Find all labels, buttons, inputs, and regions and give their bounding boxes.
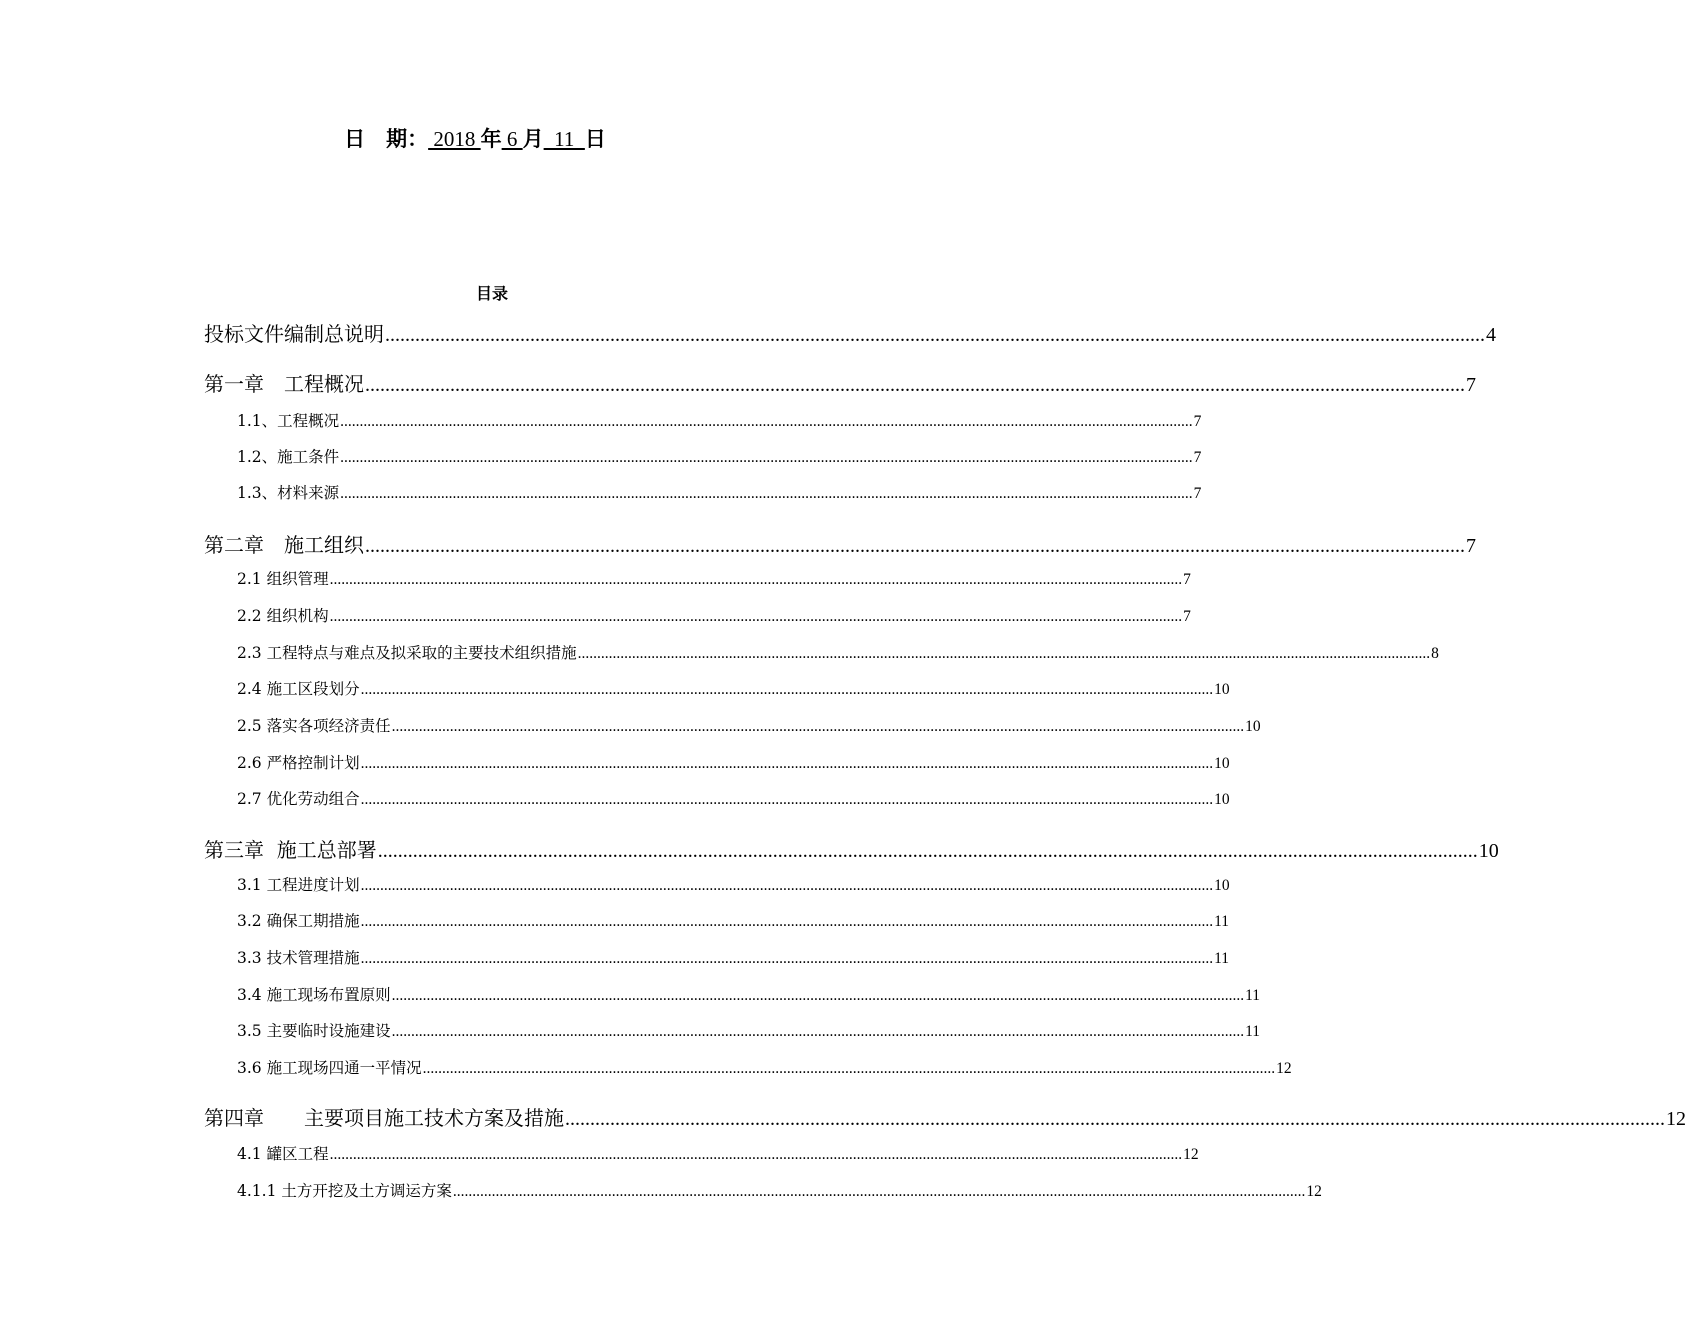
- toc-leader-dots: ............................................................................................................................................................................................................................: [452, 1183, 1306, 1200]
- toc-entry-page: 10: [1214, 877, 1230, 894]
- toc-leader-dots: ............................................................................................................................................................................................................................: [365, 374, 1465, 396]
- date-day-unit: 日: [584, 127, 606, 151]
- toc-entry-page: 7: [1193, 413, 1202, 430]
- toc-entry[interactable]: [237, 946, 1230, 968]
- toc-leader-dots: ............................................................................................................................................................................................................................: [391, 987, 1245, 1004]
- toc-entry-label: 2.4 施工区段划分: [237, 680, 360, 698]
- date-day: 11: [543, 127, 585, 151]
- toc-leader-dots: ............................................................................................................................................................................................................................: [360, 791, 1214, 808]
- toc-entry[interactable]: [204, 529, 1476, 558]
- toc-entry-page: 11: [1214, 913, 1230, 930]
- toc-entry[interactable]: [237, 409, 1202, 431]
- toc-entry-label: 2.7 优化劳动组合: [237, 790, 360, 808]
- toc-entry-label: 3.1 工程进度计划: [237, 876, 360, 894]
- toc-entry[interactable]: [237, 873, 1230, 895]
- toc-entry-label: 3.6 施工现场四通一平情况: [237, 1059, 422, 1077]
- date-month: 6: [501, 127, 523, 151]
- toc-entry[interactable]: [237, 604, 1191, 626]
- toc-entry-label: 4.1.1 土方开挖及土方调运方案: [237, 1182, 452, 1200]
- toc-entry-page: 7: [1193, 449, 1202, 466]
- toc-entry-page: 4: [1486, 324, 1496, 346]
- toc-leader-dots: ............................................................................................................................................................................................................................: [340, 413, 1193, 430]
- toc-entry-page: 10: [1245, 718, 1261, 735]
- toc-entry[interactable]: [237, 983, 1261, 1005]
- toc-entry[interactable]: [237, 787, 1230, 809]
- toc-leader-dots: ............................................................................................................................................................................................................................: [385, 324, 1485, 346]
- toc-leader-dots: ............................................................................................................................................................................................................................: [365, 535, 1465, 557]
- toc-entry-page: 8: [1431, 645, 1439, 662]
- toc-entry-label: 1.3、材料来源: [237, 484, 340, 502]
- toc-leader-dots: ............................................................................................................................................................................................................................: [577, 645, 1431, 662]
- toc-leader-dots: ............................................................................................................................................................................................................................: [391, 718, 1245, 735]
- toc-leader-dots: ............................................................................................................................................................................................................................: [360, 950, 1214, 967]
- toc-entry-label: 第一章 工程概况: [204, 372, 364, 396]
- toc-leader-dots: ............................................................................................................................................................................................................................: [360, 913, 1214, 930]
- toc-entry-label: 2.2 组织机构: [237, 607, 329, 625]
- toc-entry[interactable]: [237, 1179, 1322, 1201]
- toc-entry[interactable]: [204, 318, 1496, 347]
- toc-leader-dots: ............................................................................................................................................................................................................................: [340, 449, 1193, 466]
- toc-leader-dots: ............................................................................................................................................................................................................................: [360, 877, 1214, 894]
- toc-entry[interactable]: [237, 677, 1230, 699]
- toc-entry-label: 投标文件编制总说明: [204, 322, 384, 346]
- toc-entry-label: 2.1 组织管理: [237, 570, 329, 588]
- toc-title: 目录: [475, 284, 508, 303]
- toc-entry-page: 7: [1193, 485, 1202, 502]
- toc-entry-page: 7: [1466, 374, 1476, 396]
- toc-entry-page: 12: [1276, 1060, 1292, 1077]
- toc-entry[interactable]: [237, 751, 1230, 773]
- toc-entry[interactable]: [237, 909, 1230, 931]
- toc-entry[interactable]: [237, 445, 1202, 467]
- toc-entry-label: 第二章 施工组织: [204, 533, 364, 557]
- toc-leader-dots: ............................................................................................................................................................................................................................: [391, 1023, 1245, 1040]
- toc-entry[interactable]: [204, 834, 1499, 863]
- toc-leader-dots: ............................................................................................................................................................................................................................: [329, 571, 1183, 588]
- toc-entry-label: 3.4 施工现场布置原则: [237, 986, 391, 1004]
- toc-entry-page: 11: [1245, 987, 1261, 1004]
- toc-entry-label: 4.1 罐区工程: [237, 1145, 329, 1163]
- toc-entry-label: 2.3 工程特点与难点及拟采取的主要技术组织措施: [237, 644, 577, 662]
- toc-entry-page: 10: [1478, 840, 1499, 862]
- toc-entry-page: 10: [1214, 791, 1230, 808]
- toc-entry-page: 12: [1306, 1183, 1322, 1200]
- toc-leader-dots: ............................................................................................................................................................................................................................: [360, 755, 1214, 772]
- date-year: 2018: [428, 127, 481, 151]
- toc-entry[interactable]: [237, 481, 1202, 503]
- toc-entry-page: 11: [1214, 950, 1230, 967]
- toc-entry[interactable]: [237, 714, 1261, 736]
- toc-entry-label: 1.1、工程概况: [237, 412, 340, 430]
- toc-entry-page: 12: [1666, 1108, 1686, 1130]
- toc-leader-dots: ............................................................................................................................................................................................................................: [329, 1146, 1183, 1163]
- toc-entry-label: 2.5 落实各项经济责任: [237, 717, 391, 735]
- toc-entry[interactable]: [237, 567, 1191, 589]
- toc-leader-dots: ............................................................................................................................................................................................................................: [565, 1108, 1665, 1130]
- toc-leader-dots: ............................................................................................................................................................................................................................: [329, 608, 1183, 625]
- toc-entry-label: 3.3 技术管理措施: [237, 949, 360, 967]
- toc-leader-dots: ............................................................................................................................................................................................................................: [377, 840, 1478, 862]
- toc-leader-dots: ............................................................................................................................................................................................................................: [422, 1060, 1276, 1077]
- toc-entry-label: 3.2 确保工期措施: [237, 912, 360, 930]
- date-label: 日 期：: [344, 127, 429, 151]
- toc-entry[interactable]: [237, 1142, 1199, 1164]
- toc-entry-label: 第三章 施工总部署: [204, 838, 377, 862]
- date-line: [0, 123, 950, 153]
- date-year-unit: 年: [480, 127, 502, 151]
- toc-entry-page: 7: [1466, 535, 1476, 557]
- toc-entry-label: 2.6 严格控制计划: [237, 754, 360, 772]
- toc-entry-label: 3.5 主要临时设施建设: [237, 1022, 391, 1040]
- toc-entry-page: 10: [1214, 755, 1230, 772]
- toc-entry[interactable]: [204, 368, 1476, 397]
- toc-entry-page: 10: [1214, 681, 1230, 698]
- toc-leader-dots: ............................................................................................................................................................................................................................: [340, 485, 1193, 502]
- toc-entry-label: 1.2、施工条件: [237, 448, 340, 466]
- toc-entry-page: 12: [1183, 1146, 1199, 1163]
- date-month-unit: 月: [522, 127, 544, 151]
- toc-entry[interactable]: [237, 1056, 1292, 1078]
- toc-entry-page: 11: [1245, 1023, 1261, 1040]
- toc-leader-dots: ............................................................................................................................................................................................................................: [360, 681, 1214, 698]
- toc-entry-label: 第四章 主要项目施工技术方案及措施: [204, 1106, 564, 1130]
- toc-entry-page: 7: [1183, 608, 1191, 625]
- toc-entry[interactable]: [237, 1019, 1261, 1041]
- toc-entry[interactable]: [237, 641, 1439, 663]
- toc-entry-page: 7: [1183, 571, 1191, 588]
- toc-entry[interactable]: [204, 1102, 1686, 1131]
